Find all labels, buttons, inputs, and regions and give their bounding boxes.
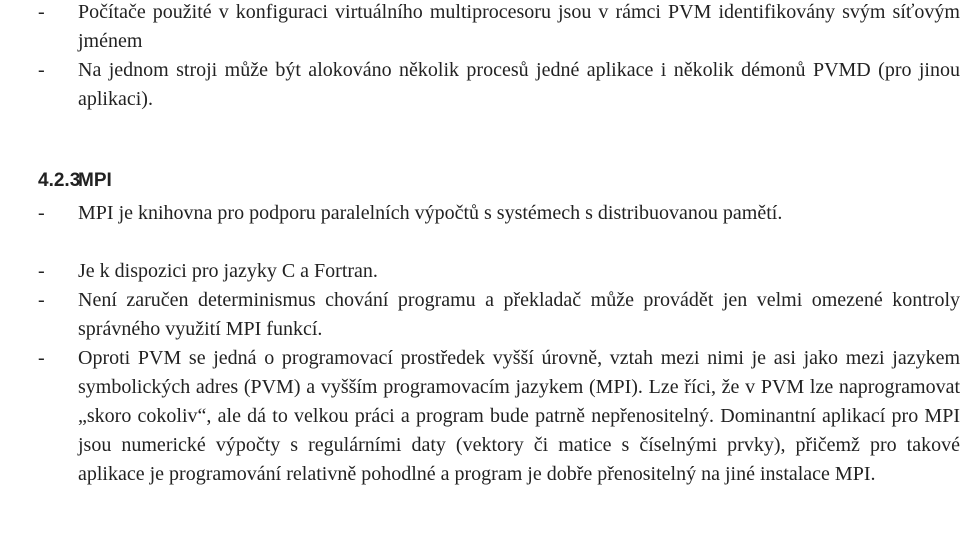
- list-item-text: MPI je knihovna pro podporu paralelních výpočtů s systémech s distribuovanou pamětí.: [78, 202, 783, 224]
- bullet-dash: -: [38, 202, 45, 224]
- list-item-text: Oproti PVM se jedná o programovací prostředek vyšší úrovně, vztah mezi nimi je asi jako mezi jazykem symbolických adres (PVM) a vyšším programovacím jazykem (MPI). Lze říci, že v PVM lze naprogramovat „skoro cokoliv“, ale dá to velkou práci a program bude patrně nepřenositelný. Dominantní aplikací pro MPI jsou numerické výpočty s regulárními daty (vektory či matice s číselnými prvky), přičemž pro takové aplikace je programování relativně pohodlné a program je dobře přenositelný na jiné instalace MPI.: [78, 347, 960, 485]
- bullet-dash: -: [38, 1, 45, 23]
- bullet-dash: -: [38, 260, 45, 282]
- list-item: [38, 0, 960, 56]
- list-item: [38, 286, 960, 344]
- list-item: [38, 344, 960, 489]
- list-item-text: Počítače použité v konfiguraci virtuálního multiprocesoru jsou v rámci PVM identifikovány svým síťovým jménem: [78, 1, 960, 52]
- list-item: [38, 257, 960, 286]
- section-heading: [38, 166, 112, 195]
- bullet-dash: -: [38, 347, 45, 369]
- bullet-dash: -: [38, 59, 45, 81]
- list-item-text: Je k dispozici pro jazyky C a Fortran.: [78, 260, 378, 282]
- bullet-dash: -: [38, 289, 45, 311]
- section-title: MPI: [78, 170, 112, 191]
- list-item: [38, 56, 960, 114]
- section-number: 4.2.3: [38, 170, 81, 191]
- list-item: [38, 199, 960, 228]
- list-item-text: Na jednom stroji může být alokováno několik procesů jedné aplikace i několik démonů PVMD (pro jinou aplikaci).: [78, 59, 960, 110]
- list-item-text: Není zaručen determinismus chování programu a překladač může provádět jen velmi omezené kontroly správného využití MPI funkcí.: [78, 289, 960, 340]
